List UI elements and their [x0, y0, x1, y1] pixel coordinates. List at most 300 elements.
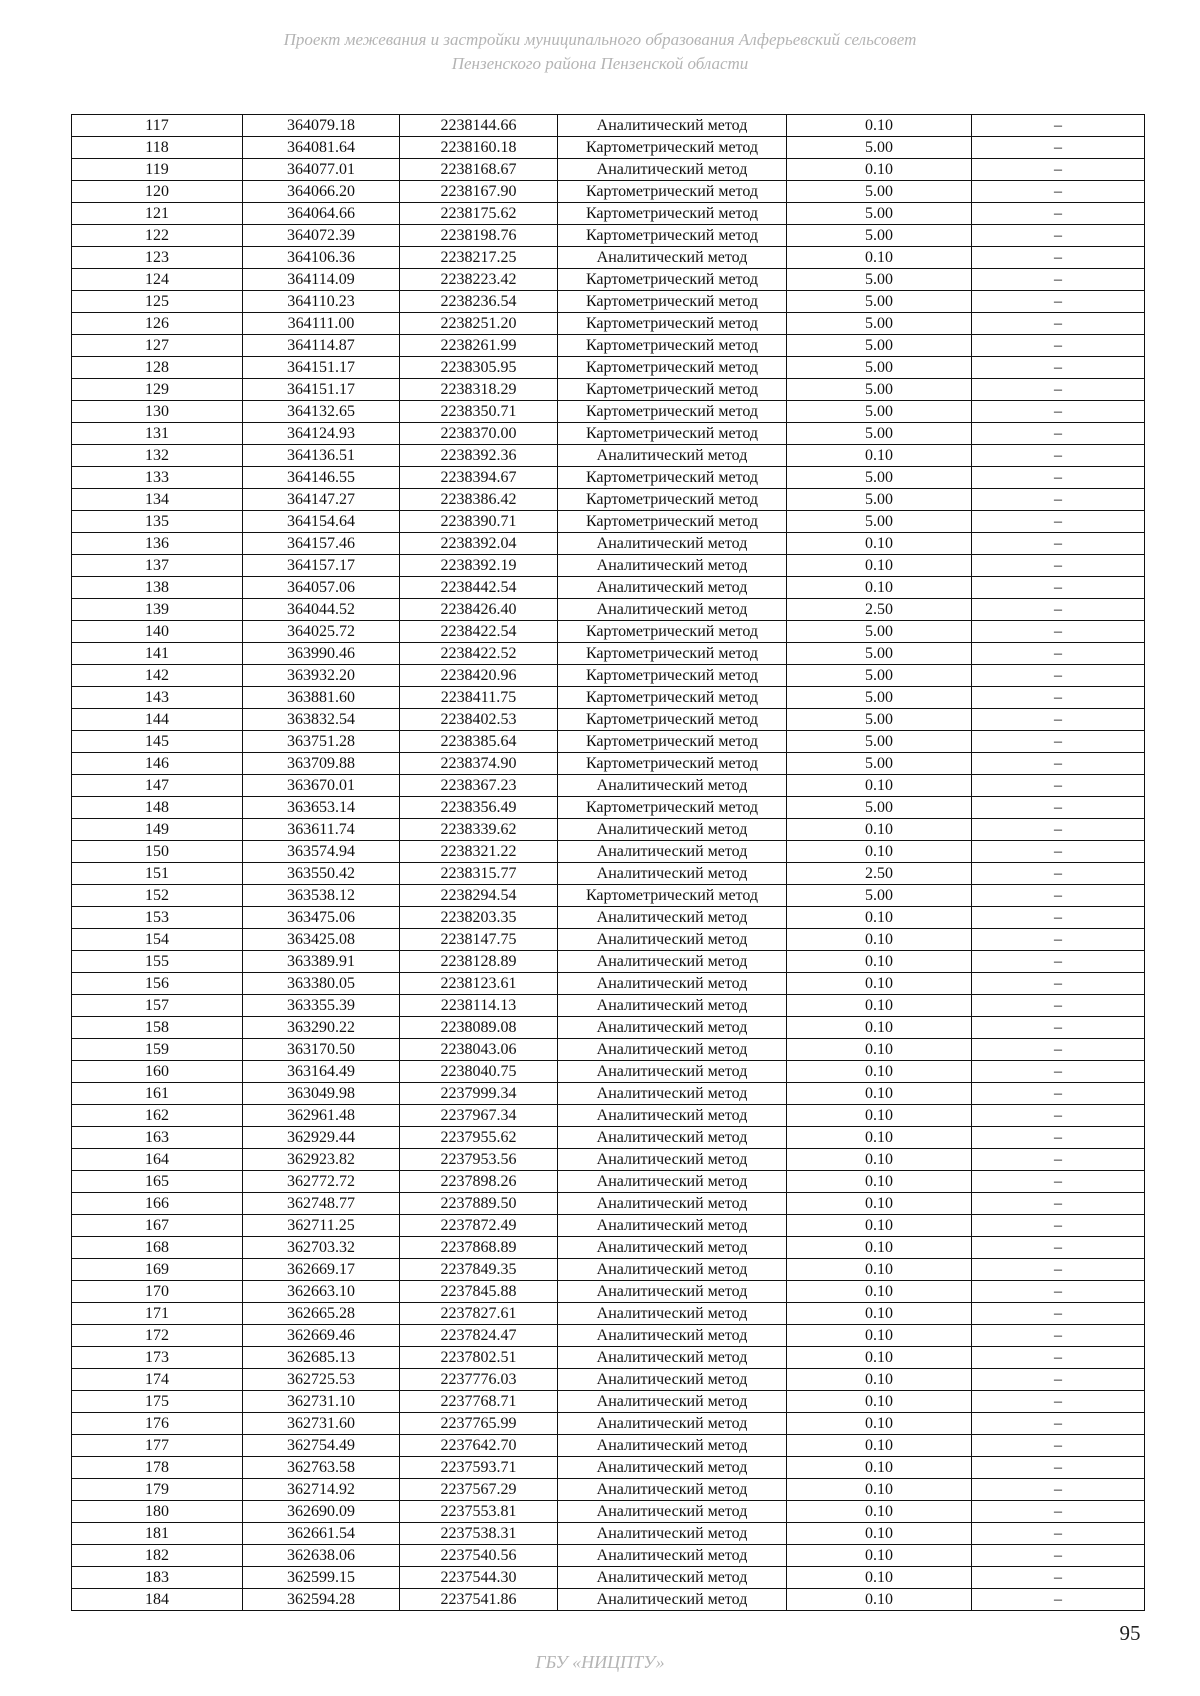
method-cell: Аналитический метод: [558, 1523, 787, 1545]
method-cell: Картометрический метод: [558, 181, 787, 203]
x-coordinate-cell: 363170.50: [243, 1039, 400, 1061]
point-number-cell: 144: [72, 709, 243, 731]
accuracy-cell: 0.10: [787, 1039, 972, 1061]
accuracy-cell: 0.10: [787, 1193, 972, 1215]
point-number-cell: 161: [72, 1083, 243, 1105]
description-cell: –: [972, 1215, 1145, 1237]
method-cell: Картометрический метод: [558, 797, 787, 819]
description-cell: –: [972, 1501, 1145, 1523]
description-cell: –: [972, 577, 1145, 599]
description-cell: –: [972, 401, 1145, 423]
table-row: [72, 687, 1145, 709]
accuracy-cell: 5.00: [787, 643, 972, 665]
accuracy-cell: 0.10: [787, 775, 972, 797]
description-cell: –: [972, 1567, 1145, 1589]
method-cell: Аналитический метод: [558, 533, 787, 555]
accuracy-cell: 5.00: [787, 621, 972, 643]
method-cell: Аналитический метод: [558, 1039, 787, 1061]
accuracy-cell: 0.10: [787, 1215, 972, 1237]
table-row: [72, 313, 1145, 335]
point-number-cell: 118: [72, 137, 243, 159]
description-cell: –: [972, 445, 1145, 467]
x-coordinate-cell: 362763.58: [243, 1457, 400, 1479]
x-coordinate-cell: 364025.72: [243, 621, 400, 643]
y-coordinate-cell: 2238217.25: [400, 247, 558, 269]
accuracy-cell: 0.10: [787, 1479, 972, 1501]
table-row: [72, 1479, 1145, 1501]
point-number-cell: 182: [72, 1545, 243, 1567]
point-number-cell: 183: [72, 1567, 243, 1589]
accuracy-cell: 0.10: [787, 995, 972, 1017]
x-coordinate-cell: 364106.36: [243, 247, 400, 269]
x-coordinate-cell: 363832.54: [243, 709, 400, 731]
table-row: [72, 137, 1145, 159]
point-number-cell: 154: [72, 929, 243, 951]
table-row: [72, 885, 1145, 907]
point-number-cell: 159: [72, 1039, 243, 1061]
table-row: [72, 995, 1145, 1017]
y-coordinate-cell: 2238350.71: [400, 401, 558, 423]
description-cell: –: [972, 1457, 1145, 1479]
method-cell: Аналитический метод: [558, 1237, 787, 1259]
table-row: [72, 467, 1145, 489]
x-coordinate-cell: 364066.20: [243, 181, 400, 203]
description-cell: –: [972, 885, 1145, 907]
method-cell: Аналитический метод: [558, 1413, 787, 1435]
x-coordinate-cell: 364154.64: [243, 511, 400, 533]
description-cell: –: [972, 1347, 1145, 1369]
y-coordinate-cell: 2237544.30: [400, 1567, 558, 1589]
accuracy-cell: 5.00: [787, 225, 972, 247]
y-coordinate-cell: 2237898.26: [400, 1171, 558, 1193]
y-coordinate-cell: 2237593.71: [400, 1457, 558, 1479]
x-coordinate-cell: 362711.25: [243, 1215, 400, 1237]
accuracy-cell: 0.10: [787, 1347, 972, 1369]
table-row: [72, 1061, 1145, 1083]
description-cell: –: [972, 709, 1145, 731]
y-coordinate-cell: 2238128.89: [400, 951, 558, 973]
point-number-cell: 127: [72, 335, 243, 357]
y-coordinate-cell: 2237538.31: [400, 1523, 558, 1545]
point-number-cell: 132: [72, 445, 243, 467]
y-coordinate-cell: 2238321.22: [400, 841, 558, 863]
method-cell: Аналитический метод: [558, 1347, 787, 1369]
method-cell: Картометрический метод: [558, 335, 787, 357]
y-coordinate-cell: 2237802.51: [400, 1347, 558, 1369]
method-cell: Картометрический метод: [558, 687, 787, 709]
x-coordinate-cell: 364157.17: [243, 555, 400, 577]
x-coordinate-cell: 363049.98: [243, 1083, 400, 1105]
point-number-cell: 125: [72, 291, 243, 313]
table-row: [72, 1105, 1145, 1127]
description-cell: –: [972, 467, 1145, 489]
x-coordinate-cell: 362725.53: [243, 1369, 400, 1391]
x-coordinate-cell: 363164.49: [243, 1061, 400, 1083]
y-coordinate-cell: 2238422.52: [400, 643, 558, 665]
method-cell: Картометрический метод: [558, 291, 787, 313]
description-cell: –: [972, 335, 1145, 357]
y-coordinate-cell: 2237553.81: [400, 1501, 558, 1523]
method-cell: Аналитический метод: [558, 1457, 787, 1479]
description-cell: –: [972, 687, 1145, 709]
description-cell: –: [972, 819, 1145, 841]
description-cell: –: [972, 159, 1145, 181]
point-number-cell: 141: [72, 643, 243, 665]
table-row: [72, 1545, 1145, 1567]
point-number-cell: 151: [72, 863, 243, 885]
table-row: [72, 159, 1145, 181]
y-coordinate-cell: 2238411.75: [400, 687, 558, 709]
table-row: [72, 291, 1145, 313]
accuracy-cell: 5.00: [787, 313, 972, 335]
accuracy-cell: 0.10: [787, 1149, 972, 1171]
method-cell: Аналитический метод: [558, 1193, 787, 1215]
method-cell: Аналитический метод: [558, 929, 787, 951]
accuracy-cell: 5.00: [787, 885, 972, 907]
y-coordinate-cell: 2238394.67: [400, 467, 558, 489]
point-number-cell: 131: [72, 423, 243, 445]
table-row: [72, 1567, 1145, 1589]
x-coordinate-cell: 363990.46: [243, 643, 400, 665]
accuracy-cell: 0.10: [787, 533, 972, 555]
x-coordinate-cell: 363538.12: [243, 885, 400, 907]
description-cell: –: [972, 181, 1145, 203]
method-cell: Аналитический метод: [558, 1589, 787, 1611]
y-coordinate-cell: 2237541.86: [400, 1589, 558, 1611]
y-coordinate-cell: 2238236.54: [400, 291, 558, 313]
table-row: [72, 709, 1145, 731]
accuracy-cell: 5.00: [787, 291, 972, 313]
x-coordinate-cell: 364114.87: [243, 335, 400, 357]
accuracy-cell: 2.50: [787, 599, 972, 621]
x-coordinate-cell: 362638.06: [243, 1545, 400, 1567]
x-coordinate-cell: 363932.20: [243, 665, 400, 687]
method-cell: Аналитический метод: [558, 1479, 787, 1501]
method-cell: Картометрический метод: [558, 137, 787, 159]
x-coordinate-cell: 362669.17: [243, 1259, 400, 1281]
x-coordinate-cell: 362663.10: [243, 1281, 400, 1303]
point-number-cell: 150: [72, 841, 243, 863]
page-footer: ГБУ «НИЦПТУ»: [535, 1652, 665, 1672]
table-row: [72, 115, 1145, 137]
table-row: [72, 1589, 1145, 1611]
y-coordinate-cell: 2238147.75: [400, 929, 558, 951]
y-coordinate-cell: 2238305.95: [400, 357, 558, 379]
method-cell: Аналитический метод: [558, 841, 787, 863]
x-coordinate-cell: 364151.17: [243, 379, 400, 401]
description-cell: –: [972, 643, 1145, 665]
point-number-cell: 176: [72, 1413, 243, 1435]
table-row: [72, 1435, 1145, 1457]
point-number-cell: 140: [72, 621, 243, 643]
table-row: [72, 181, 1145, 203]
y-coordinate-cell: 2238420.96: [400, 665, 558, 687]
accuracy-cell: 0.10: [787, 1369, 972, 1391]
y-coordinate-cell: 2237967.34: [400, 1105, 558, 1127]
accuracy-cell: 5.00: [787, 467, 972, 489]
y-coordinate-cell: 2238402.53: [400, 709, 558, 731]
method-cell: Аналитический метод: [558, 577, 787, 599]
table-row: [72, 1237, 1145, 1259]
method-cell: Картометрический метод: [558, 621, 787, 643]
accuracy-cell: 0.10: [787, 951, 972, 973]
accuracy-cell: 5.00: [787, 401, 972, 423]
accuracy-cell: 0.10: [787, 1457, 972, 1479]
y-coordinate-cell: 2237642.70: [400, 1435, 558, 1457]
point-number-cell: 155: [72, 951, 243, 973]
x-coordinate-cell: 362594.28: [243, 1589, 400, 1611]
x-coordinate-cell: 363611.74: [243, 819, 400, 841]
description-cell: –: [972, 291, 1145, 313]
method-cell: Аналитический метод: [558, 1127, 787, 1149]
point-number-cell: 146: [72, 753, 243, 775]
y-coordinate-cell: 2237540.56: [400, 1545, 558, 1567]
accuracy-cell: 5.00: [787, 489, 972, 511]
point-number-cell: 166: [72, 1193, 243, 1215]
description-cell: –: [972, 1369, 1145, 1391]
table-row: [72, 401, 1145, 423]
x-coordinate-cell: 364124.93: [243, 423, 400, 445]
table-row: [72, 1457, 1145, 1479]
description-cell: –: [972, 137, 1145, 159]
point-number-cell: 121: [72, 203, 243, 225]
table-row: [72, 445, 1145, 467]
method-cell: Аналитический метод: [558, 1303, 787, 1325]
method-cell: Картометрический метод: [558, 203, 787, 225]
description-cell: –: [972, 1105, 1145, 1127]
y-coordinate-cell: 2238392.19: [400, 555, 558, 577]
method-cell: Аналитический метод: [558, 159, 787, 181]
x-coordinate-cell: 362685.13: [243, 1347, 400, 1369]
y-coordinate-cell: 2238422.54: [400, 621, 558, 643]
description-cell: –: [972, 1149, 1145, 1171]
description-cell: –: [972, 1259, 1145, 1281]
method-cell: Аналитический метод: [558, 1567, 787, 1589]
y-coordinate-cell: 2237849.35: [400, 1259, 558, 1281]
accuracy-cell: 0.10: [787, 907, 972, 929]
method-cell: Аналитический метод: [558, 1281, 787, 1303]
description-cell: –: [972, 907, 1145, 929]
point-number-cell: 120: [72, 181, 243, 203]
table-row: [72, 1523, 1145, 1545]
y-coordinate-cell: 2238167.90: [400, 181, 558, 203]
point-number-cell: 130: [72, 401, 243, 423]
method-cell: Аналитический метод: [558, 247, 787, 269]
table-row: [72, 1303, 1145, 1325]
description-cell: –: [972, 797, 1145, 819]
x-coordinate-cell: 362961.48: [243, 1105, 400, 1127]
y-coordinate-cell: 2238385.64: [400, 731, 558, 753]
x-coordinate-cell: 364146.55: [243, 467, 400, 489]
accuracy-cell: 5.00: [787, 379, 972, 401]
table-row: [72, 203, 1145, 225]
accuracy-cell: 5.00: [787, 687, 972, 709]
table-row: [72, 1259, 1145, 1281]
description-cell: –: [972, 1589, 1145, 1611]
point-number-cell: 160: [72, 1061, 243, 1083]
y-coordinate-cell: 2238315.77: [400, 863, 558, 885]
description-cell: –: [972, 555, 1145, 577]
method-cell: Аналитический метод: [558, 951, 787, 973]
point-number-cell: 128: [72, 357, 243, 379]
x-coordinate-cell: 364147.27: [243, 489, 400, 511]
x-coordinate-cell: 364111.00: [243, 313, 400, 335]
method-cell: Картометрический метод: [558, 401, 787, 423]
y-coordinate-cell: 2238089.08: [400, 1017, 558, 1039]
header-line-1: Проект межевания и застройки муниципального образования Алферьевский сельсовет: [283, 30, 917, 49]
table-row: [72, 533, 1145, 555]
point-number-cell: 143: [72, 687, 243, 709]
description-cell: –: [972, 665, 1145, 687]
description-cell: –: [972, 313, 1145, 335]
method-cell: Аналитический метод: [558, 1171, 787, 1193]
method-cell: Картометрический метод: [558, 225, 787, 247]
x-coordinate-cell: 362754.49: [243, 1435, 400, 1457]
y-coordinate-cell: 2238374.90: [400, 753, 558, 775]
accuracy-cell: 0.10: [787, 1017, 972, 1039]
y-coordinate-cell: 2237845.88: [400, 1281, 558, 1303]
table-row: [72, 423, 1145, 445]
description-cell: –: [972, 599, 1145, 621]
table-row: [72, 775, 1145, 797]
table-row: [72, 973, 1145, 995]
page-number: 95: [1119, 1621, 1141, 1645]
point-number-cell: 137: [72, 555, 243, 577]
x-coordinate-cell: 364114.09: [243, 269, 400, 291]
point-number-cell: 138: [72, 577, 243, 599]
point-number-cell: 134: [72, 489, 243, 511]
accuracy-cell: 0.10: [787, 1523, 972, 1545]
accuracy-cell: 2.50: [787, 863, 972, 885]
table-row: [72, 1501, 1145, 1523]
point-number-cell: 165: [72, 1171, 243, 1193]
table-row: [72, 1193, 1145, 1215]
y-coordinate-cell: 2238426.40: [400, 599, 558, 621]
method-cell: Картометрический метод: [558, 731, 787, 753]
description-cell: –: [972, 379, 1145, 401]
x-coordinate-cell: 363290.22: [243, 1017, 400, 1039]
table-row: [72, 797, 1145, 819]
table-row: [72, 1347, 1145, 1369]
method-cell: Аналитический метод: [558, 1545, 787, 1567]
method-cell: Аналитический метод: [558, 1149, 787, 1171]
accuracy-cell: 0.10: [787, 115, 972, 137]
x-coordinate-cell: 363389.91: [243, 951, 400, 973]
table-row: [72, 225, 1145, 247]
description-cell: –: [972, 929, 1145, 951]
x-coordinate-cell: 364072.39: [243, 225, 400, 247]
description-cell: –: [972, 1083, 1145, 1105]
point-number-cell: 168: [72, 1237, 243, 1259]
point-number-cell: 184: [72, 1589, 243, 1611]
description-cell: –: [972, 1193, 1145, 1215]
y-coordinate-cell: 2237827.61: [400, 1303, 558, 1325]
point-number-cell: 164: [72, 1149, 243, 1171]
accuracy-cell: 0.10: [787, 929, 972, 951]
point-number-cell: 153: [72, 907, 243, 929]
y-coordinate-cell: 2238043.06: [400, 1039, 558, 1061]
x-coordinate-cell: 362599.15: [243, 1567, 400, 1589]
point-number-cell: 173: [72, 1347, 243, 1369]
table-row: [72, 269, 1145, 291]
accuracy-cell: 0.10: [787, 1171, 972, 1193]
y-coordinate-cell: 2238318.29: [400, 379, 558, 401]
method-cell: Картометрический метод: [558, 885, 787, 907]
point-number-cell: 156: [72, 973, 243, 995]
accuracy-cell: 5.00: [787, 511, 972, 533]
y-coordinate-cell: 2238203.35: [400, 907, 558, 929]
accuracy-cell: 5.00: [787, 269, 972, 291]
y-coordinate-cell: 2238370.00: [400, 423, 558, 445]
y-coordinate-cell: 2238223.42: [400, 269, 558, 291]
y-coordinate-cell: 2237999.34: [400, 1083, 558, 1105]
x-coordinate-cell: 362703.32: [243, 1237, 400, 1259]
description-cell: –: [972, 753, 1145, 775]
accuracy-cell: 0.10: [787, 1237, 972, 1259]
accuracy-cell: 5.00: [787, 709, 972, 731]
description-cell: –: [972, 1237, 1145, 1259]
description-cell: –: [972, 1127, 1145, 1149]
point-number-cell: 129: [72, 379, 243, 401]
description-cell: –: [972, 247, 1145, 269]
method-cell: Картометрический метод: [558, 753, 787, 775]
description-cell: –: [972, 1479, 1145, 1501]
accuracy-cell: 5.00: [787, 797, 972, 819]
y-coordinate-cell: 2238356.49: [400, 797, 558, 819]
accuracy-cell: 5.00: [787, 665, 972, 687]
point-number-cell: 147: [72, 775, 243, 797]
method-cell: Картометрический метод: [558, 423, 787, 445]
x-coordinate-cell: 362929.44: [243, 1127, 400, 1149]
table-row: [72, 577, 1145, 599]
x-coordinate-cell: 362690.09: [243, 1501, 400, 1523]
accuracy-cell: 5.00: [787, 753, 972, 775]
table-row: [72, 753, 1145, 775]
y-coordinate-cell: 2238386.42: [400, 489, 558, 511]
y-coordinate-cell: 2238144.66: [400, 115, 558, 137]
y-coordinate-cell: 2237872.49: [400, 1215, 558, 1237]
accuracy-cell: 0.10: [787, 841, 972, 863]
y-coordinate-cell: 2238251.20: [400, 313, 558, 335]
table-row: [72, 731, 1145, 753]
point-number-cell: 119: [72, 159, 243, 181]
y-coordinate-cell: 2237889.50: [400, 1193, 558, 1215]
description-cell: –: [972, 357, 1145, 379]
accuracy-cell: 5.00: [787, 423, 972, 445]
x-coordinate-cell: 364136.51: [243, 445, 400, 467]
method-cell: Аналитический метод: [558, 1259, 787, 1281]
x-coordinate-cell: 364064.66: [243, 203, 400, 225]
table-row: [72, 665, 1145, 687]
point-number-cell: 179: [72, 1479, 243, 1501]
x-coordinate-cell: 362731.60: [243, 1413, 400, 1435]
point-number-cell: 149: [72, 819, 243, 841]
point-number-cell: 126: [72, 313, 243, 335]
description-cell: –: [972, 1325, 1145, 1347]
x-coordinate-cell: 364151.17: [243, 357, 400, 379]
point-number-cell: 177: [72, 1435, 243, 1457]
accuracy-cell: 0.10: [787, 1083, 972, 1105]
description-cell: –: [972, 731, 1145, 753]
table-row: [72, 621, 1145, 643]
y-coordinate-cell: 2237765.99: [400, 1413, 558, 1435]
description-cell: –: [972, 1017, 1145, 1039]
x-coordinate-cell: 362731.10: [243, 1391, 400, 1413]
method-cell: Аналитический метод: [558, 819, 787, 841]
accuracy-cell: 0.10: [787, 1567, 972, 1589]
x-coordinate-cell: 363653.14: [243, 797, 400, 819]
y-coordinate-cell: 2238261.99: [400, 335, 558, 357]
